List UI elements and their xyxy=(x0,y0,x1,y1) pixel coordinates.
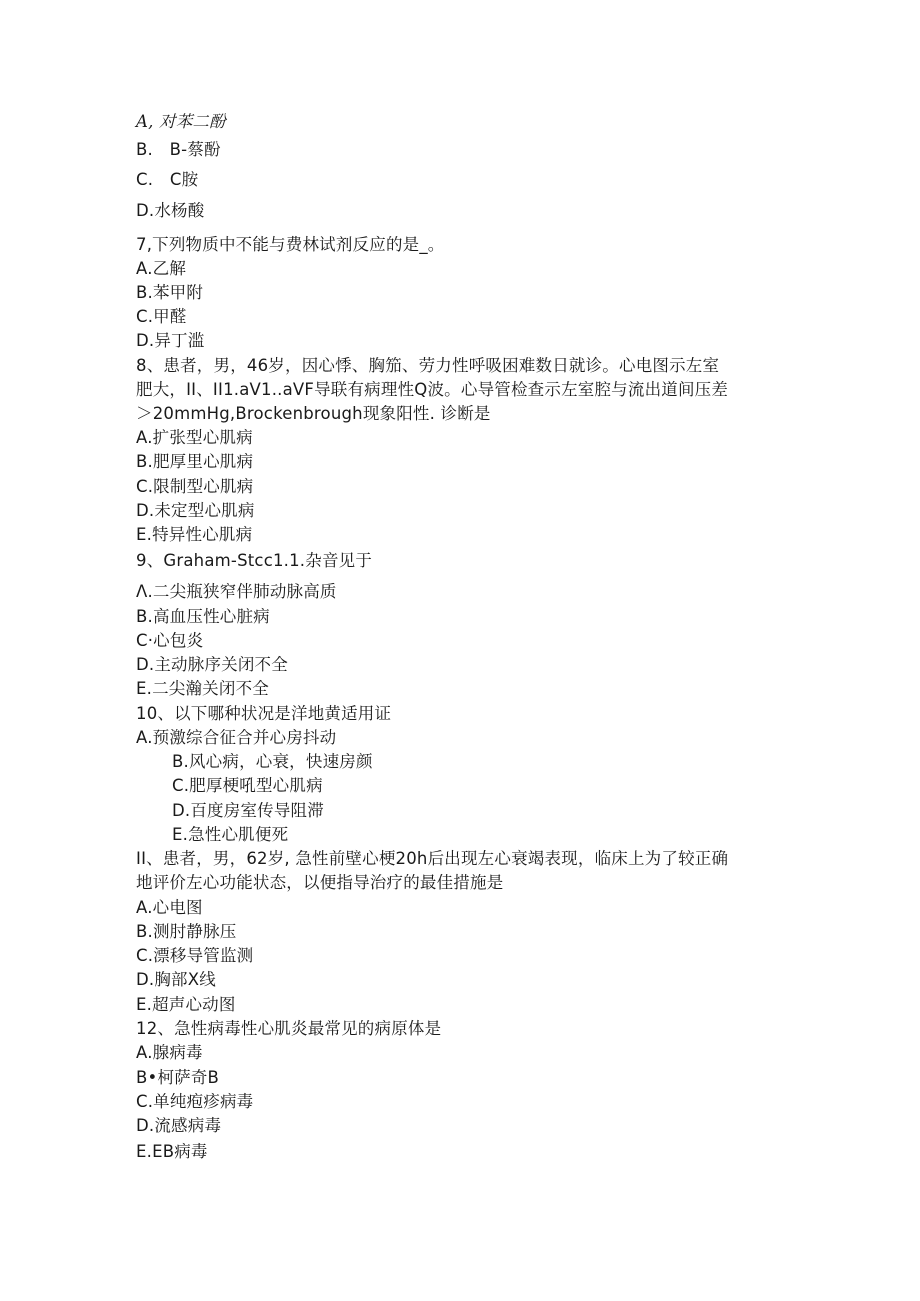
option-line: E.二尖瀚关闭不全 xyxy=(136,679,269,698)
option-line: A, 对苯二酚 xyxy=(136,112,226,131)
option-line: D.异丁滥 xyxy=(136,331,205,350)
option-line: D.未定型心肌病 xyxy=(136,501,255,520)
option-line: Λ.二尖瓶狭窄伴肺动脉高质 xyxy=(136,582,337,601)
question-line: 9、Graham-Stcc1.1.杂音见于 xyxy=(136,551,373,570)
option-line: B. B-蔡酚 xyxy=(136,140,221,159)
option-line: D.水杨酸 xyxy=(136,201,205,220)
option-line: E.超声心动图 xyxy=(136,995,236,1014)
option-line: B.风心病，心衰，快速房颜 xyxy=(172,752,373,771)
option-line: C. C胺 xyxy=(136,170,199,189)
option-line: A.腺病毒 xyxy=(136,1043,203,1062)
option-line: B.肥厚里心肌病 xyxy=(136,452,254,471)
question-line: 7,下列物质中不能与费林试剂反应的是_。 xyxy=(136,235,445,254)
question-line: 8、患者，男，46岁，因心悸、胸笳、劳力性呼吸困难数日就诊。心电图示左室 xyxy=(136,356,720,375)
option-line: C.甲醛 xyxy=(136,307,187,326)
question-line: 12、急性病毒性心肌炎最常见的病原体是 xyxy=(136,1019,442,1038)
option-line: D.百度房室传导阻滞 xyxy=(172,801,324,820)
option-line: A.心电图 xyxy=(136,898,203,917)
option-line: E.急性心肌便死 xyxy=(172,825,289,844)
option-line: A.扩张型心肌病 xyxy=(136,428,253,447)
option-line: E.EB病毒 xyxy=(136,1142,208,1161)
option-line: D.主动脉序关闭不全 xyxy=(136,655,288,674)
option-line: A.预激综合征合并心房抖动 xyxy=(136,728,337,747)
option-line: B.高血压性心脏病 xyxy=(136,607,270,626)
option-line: C.肥厚梗吼型心肌病 xyxy=(172,776,323,795)
question-line: ＞20mmHg,Brockenbrough现象阳性. 诊断是 xyxy=(136,404,491,423)
option-line: C.限制型心肌病 xyxy=(136,477,254,496)
option-line: C.漂移导管监测 xyxy=(136,946,254,965)
question-line: 肥大，II、II1.aV1..aVF导联有病理性Q波。心导管检查示左室腔与流出道间压差 xyxy=(136,380,729,399)
option-line: C·心包炎 xyxy=(136,631,204,650)
question-line: 10、以下哪种状况是洋地黄适用证 xyxy=(136,704,392,723)
option-line: B.测肘静脉压 xyxy=(136,922,237,941)
option-line: E.特异性心肌病 xyxy=(136,525,253,544)
question-line: II、患者，男，62岁, 急性前壁心梗20h后出现左心衰竭表现，临床上为了较正确 xyxy=(136,849,729,868)
option-line: C.单纯疱疹病毒 xyxy=(136,1092,254,1111)
option-line: D.流感病毒 xyxy=(136,1116,222,1135)
option-line: A.乙解 xyxy=(136,259,187,278)
question-line: 地评价左心功能状态，以便指导治疗的最佳措施是 xyxy=(136,873,504,892)
option-line: B.苯甲附 xyxy=(136,283,204,302)
option-line: D.胸部X线 xyxy=(136,970,216,989)
option-line: B•柯萨奇B xyxy=(136,1068,220,1087)
